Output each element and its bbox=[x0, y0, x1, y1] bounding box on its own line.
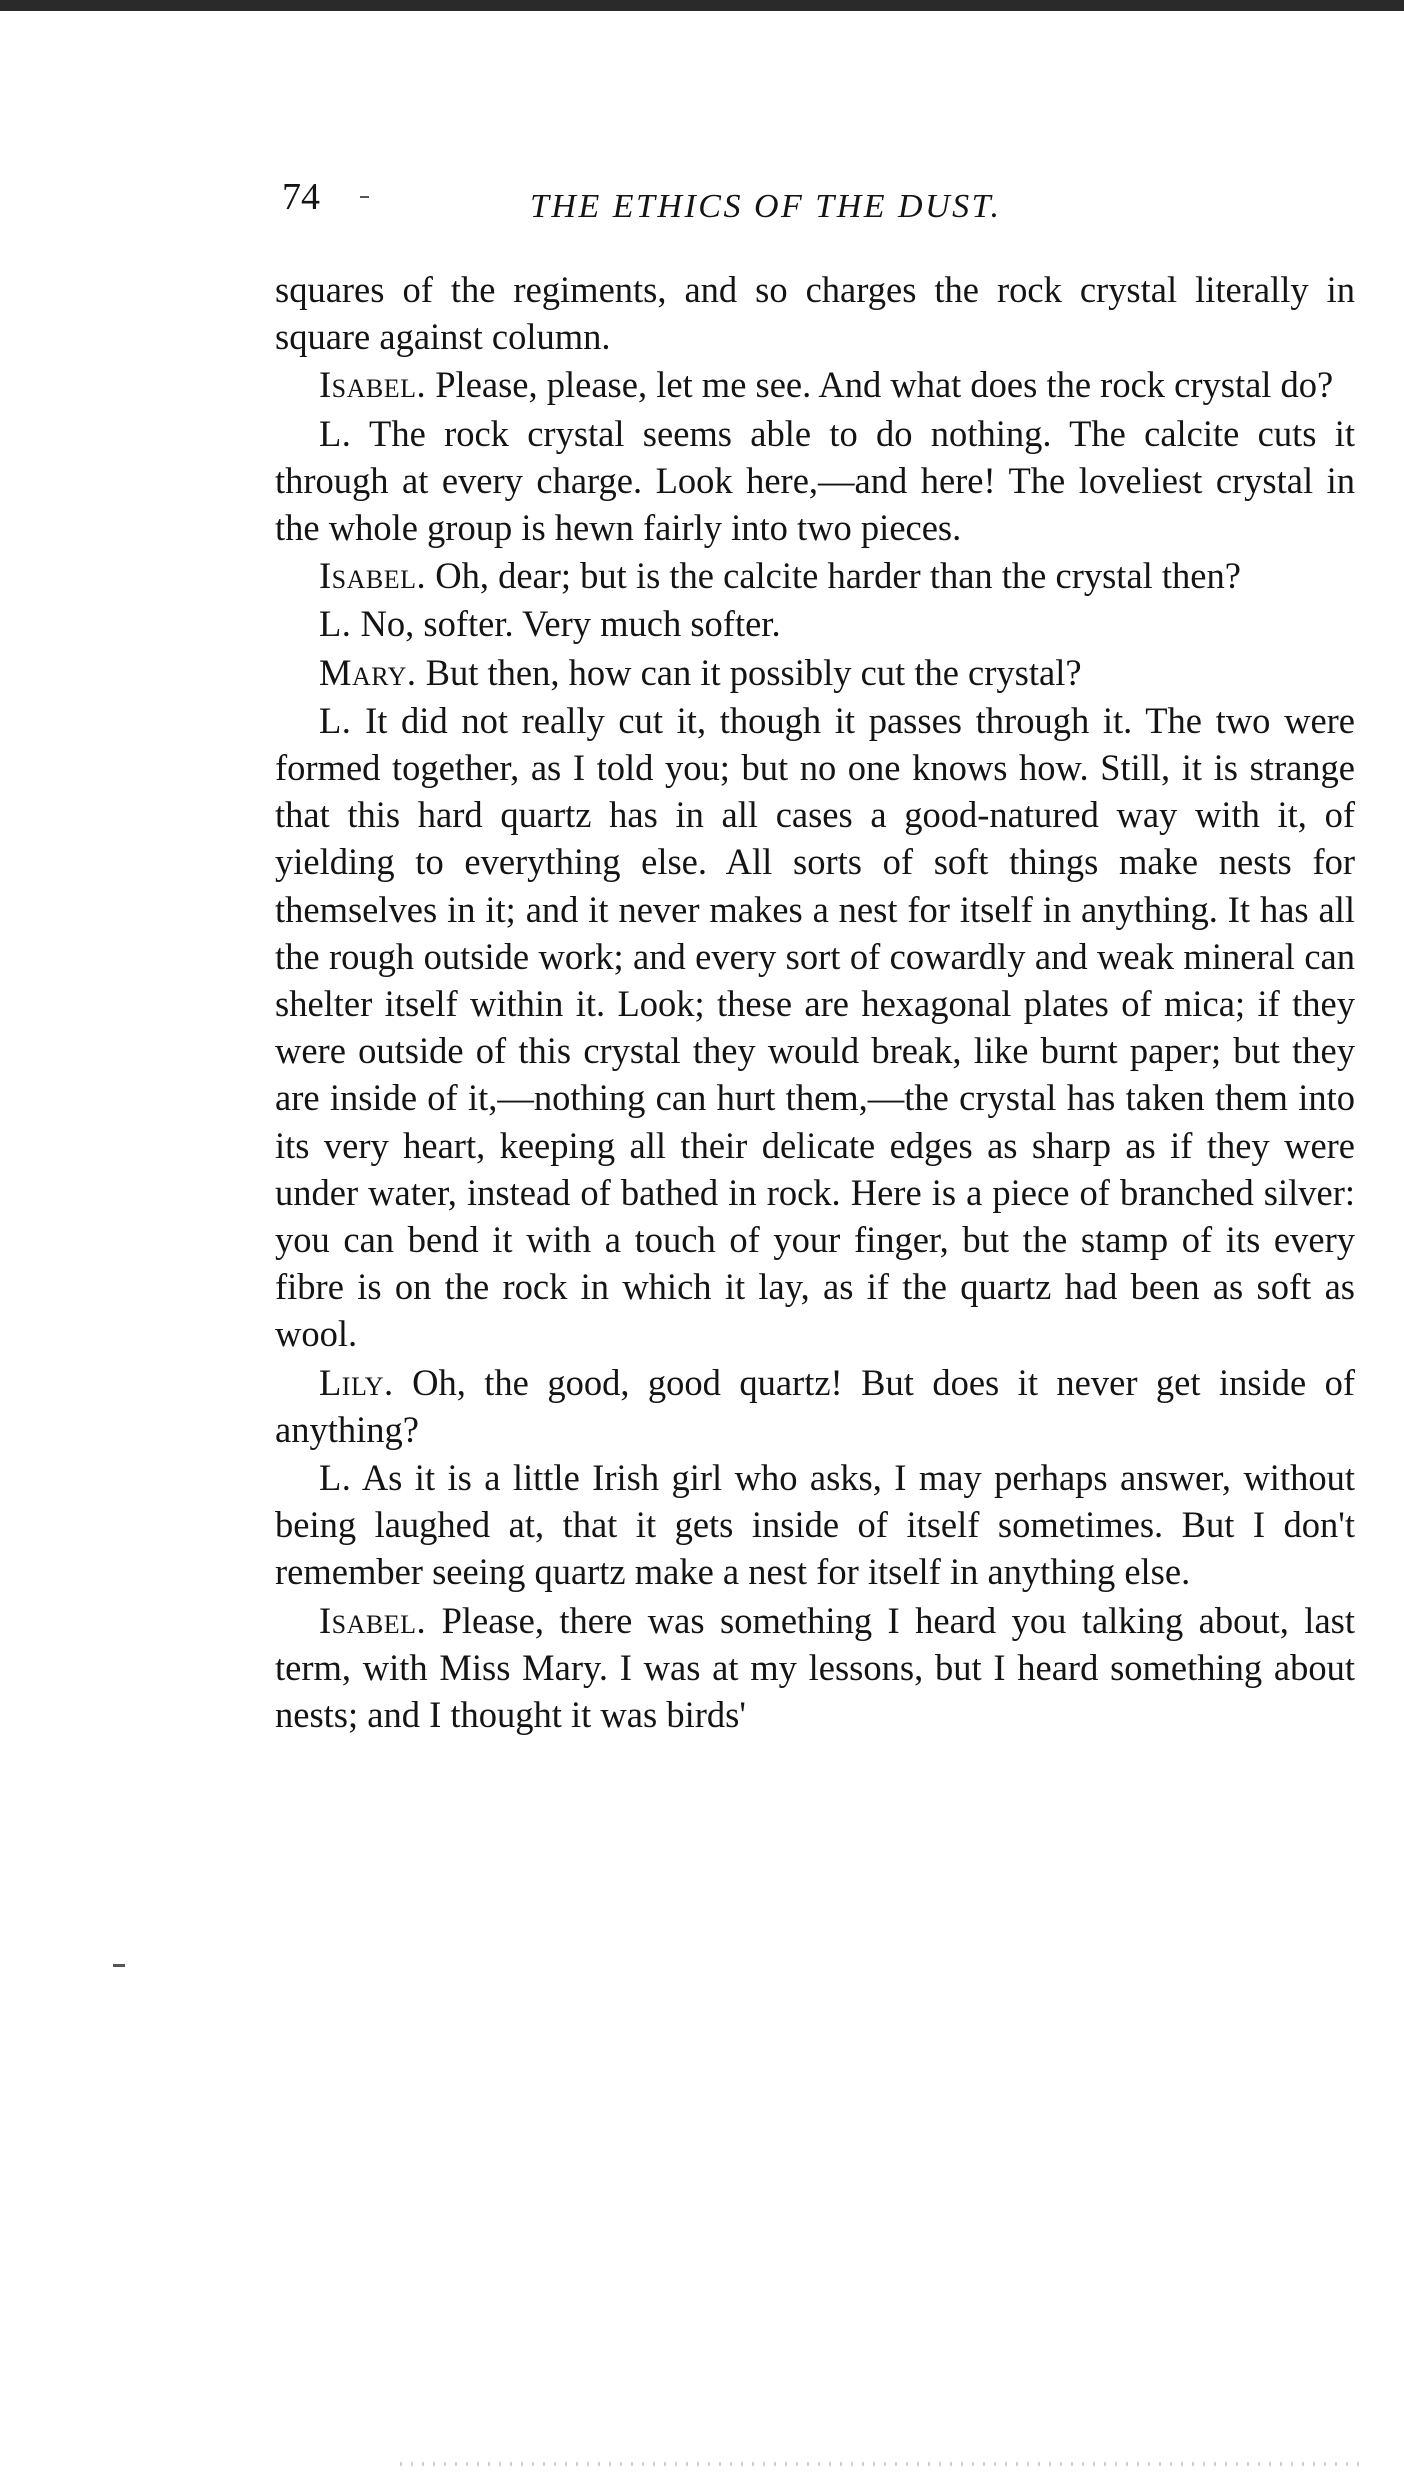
page-number: 74 bbox=[282, 176, 320, 218]
dialogue-text: As it is a little Irish girl who asks, I may perhaps answer, without being laughed at, that it gets inside of itself sometimes. But I don't remember seeing quartz make a nest for itself in anything else. bbox=[275, 1457, 1355, 1593]
dialogue-paragraph bbox=[275, 410, 1355, 552]
dialogue-text: The rock crystal seems able to do nothing. The calcite cuts it through at every charge. Look here,—and here! The loveliest crystal in the whole group is hewn fairly into two pieces. bbox=[275, 412, 1355, 549]
speaker-name: L. bbox=[319, 1457, 352, 1499]
dialogue-text: But then, how can it possibly cut the crystal? bbox=[425, 651, 1082, 693]
speaker-name: L. bbox=[319, 603, 352, 645]
speaker-name: Isabel. bbox=[319, 555, 427, 597]
dialogue-paragraph bbox=[275, 1597, 1355, 1739]
speaker-name: Isabel. bbox=[319, 1599, 427, 1641]
speaker-name: Mary. bbox=[319, 651, 417, 693]
speaker-name: Lily. bbox=[319, 1361, 394, 1403]
page-top-border bbox=[0, 0, 1404, 11]
scan-artifact-mark bbox=[360, 196, 369, 198]
dialogue-text: Oh, the good, good quartz! But does it never get inside of anything? bbox=[275, 1361, 1355, 1450]
paragraph-text: squares of the regiments, and so charges the rock crystal literally in square against column. bbox=[275, 269, 1355, 358]
scan-artifact-specks bbox=[400, 2462, 1360, 2466]
speaker-name: Isabel. bbox=[319, 364, 427, 406]
dialogue-paragraph bbox=[275, 1454, 1355, 1596]
speaker-name: L. bbox=[319, 412, 352, 454]
dialogue-text: Please, please, let me see. And what does the rock crystal do? bbox=[435, 364, 1334, 406]
paragraph bbox=[275, 266, 1355, 360]
dialogue-paragraph bbox=[275, 361, 1355, 408]
scan-artifact-mark bbox=[113, 1964, 125, 1967]
running-title: THE ETHICS OF THE DUST. bbox=[530, 188, 1002, 225]
body-text bbox=[275, 266, 1355, 1738]
dialogue-paragraph bbox=[275, 1359, 1355, 1453]
dialogue-paragraph bbox=[275, 649, 1355, 696]
dialogue-text: Oh, dear; but is the calcite harder than the crystal then? bbox=[435, 555, 1241, 597]
dialogue-paragraph bbox=[275, 552, 1355, 599]
dialogue-text: No, softer. Very much softer. bbox=[360, 603, 781, 645]
dialogue-text: It did not really cut it, though it passes through it. The two were formed together, as I told you; but no one knows how. Still, it is strange that this hard quartz has in all cases a good-natured way with it, of yielding to everything else. All sorts of soft things make nests for themselves in it; and it never makes a nest for itself in anything. It has all the rough outside work; and every sort of cowardly and weak mineral can shelter itself within it. Look; these are hexagonal plates of mica; if they were outside of this crystal they would break, like burnt paper; but they are inside of it,—nothing can hurt them,—the crystal has taken them into its very heart, keeping all their delicate edges as sharp as if they were under water, instead of bathed in rock. Here is a piece of branched silver: you can bend it with a touch of your finger, but the stamp of its every fibre is on the rock in which it lay, as if the quartz had been as soft as wool. bbox=[275, 699, 1356, 1355]
dialogue-paragraph bbox=[275, 600, 1355, 647]
dialogue-text: Please, there was something I heard you talking about, last term, with Miss Mary. I was at my lessons, but I heard something about nests; and I thought it was birds' bbox=[275, 1599, 1355, 1736]
speaker-name: L. bbox=[319, 699, 352, 741]
dialogue-paragraph bbox=[275, 697, 1355, 1358]
